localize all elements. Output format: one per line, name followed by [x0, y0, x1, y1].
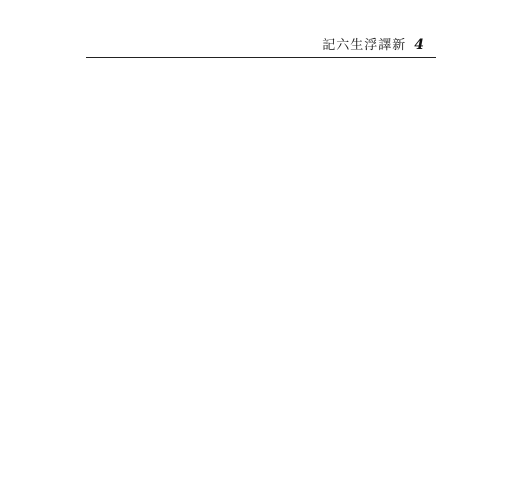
text-column — [224, 64, 239, 476]
header-rule — [86, 57, 436, 58]
page-number: 4 — [414, 37, 424, 53]
text-column — [283, 64, 298, 476]
text-column — [421, 64, 436, 476]
text-column — [145, 64, 160, 476]
text-column — [165, 64, 180, 476]
text-column — [382, 64, 397, 476]
text-column — [303, 64, 318, 476]
text-column — [185, 64, 200, 476]
vertical-text-block — [86, 64, 436, 476]
text-column — [86, 64, 101, 476]
text-column — [401, 64, 416, 476]
text-column — [362, 64, 377, 476]
text-column — [322, 64, 337, 476]
text-column — [342, 64, 357, 476]
text-column — [106, 64, 121, 476]
book-title: 記六生浮譯新 — [322, 38, 407, 53]
text-column — [125, 64, 140, 476]
running-header — [322, 34, 424, 53]
text-column — [244, 64, 259, 476]
text-column — [204, 64, 219, 476]
text-column — [263, 64, 278, 476]
